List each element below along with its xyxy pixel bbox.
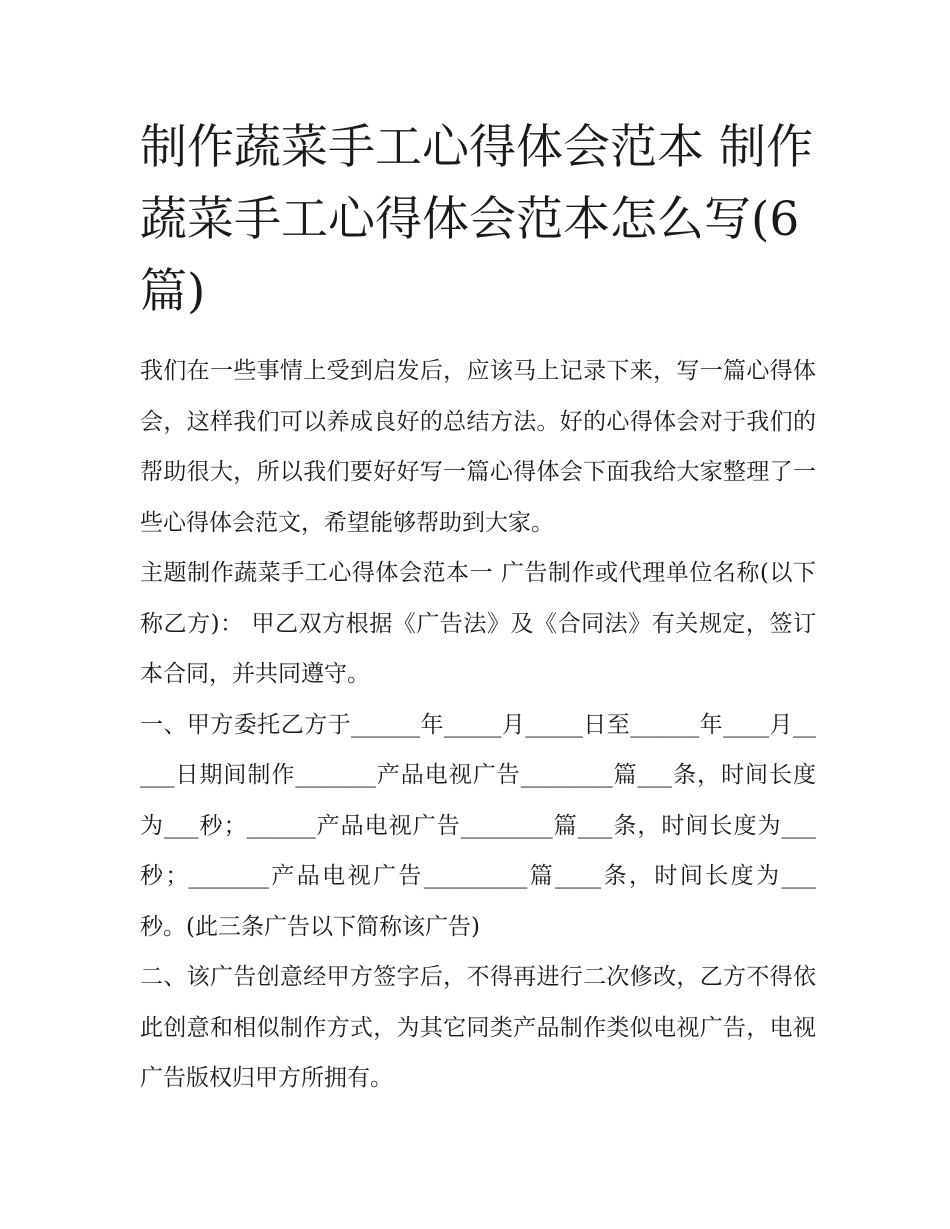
document-page [140,112,816,1104]
contract-intro-paragraph: 主题制作蔬菜手工心得体会范本一 广告制作或代理单位名称(以下称乙方)： 甲乙双方根据《广告法》及《合同法》有关规定，签订本合同，并共同遵守。 [140,560,816,687]
document-body [140,346,816,1104]
clause-one-paragraph: 一、甲方委托乙方于______年_____月_____日至______年____月_____日期间制作_______产品电视广告________篇___条，时间长度为___秒；______产品电视广告________篇___条，时间长度为___秒；_______产品电视广告_________篇____条，时间长度为___秒。(此三条广告以下简称该广告) [140,711,816,940]
intro-paragraph: 我们在一些事情上受到启发后，应该马上记录下来，写一篇心得体会，这样我们可以养成良好的总结方法。好的心得体会对于我们的帮助很大，所以我们要好好写一篇心得体会下面我给大家整理了一些心得体会范文，希望能够帮助到大家。 [140,358,816,536]
clause-two-paragraph: 二、该广告创意经甲方签字后，不得再进行二次修改，乙方不得依此创意和相似制作方式，为其它同类产品制作类似电视广告，电视广告版权归甲方所拥有。 [140,964,816,1091]
document-title: 制作蔬菜手工心得体会范本 制作蔬菜手工心得体会范本怎么写(6篇) [140,120,813,319]
